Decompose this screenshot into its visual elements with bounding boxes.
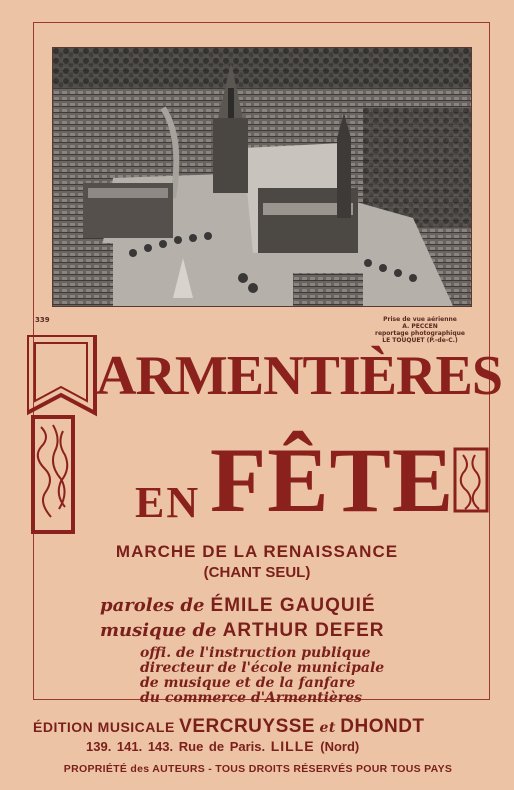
publisher-et: et (319, 720, 336, 736)
photo-credit-line: A. PECCEN (402, 323, 438, 330)
photo-credit (355, 316, 485, 344)
photo-credit-line: LE TOUQUET (P.-de-C.) (382, 337, 458, 344)
bio-line: directeur de l'école municipale (140, 660, 385, 676)
address-street: 139. 141. 143. Rue de Paris. (86, 739, 266, 754)
decorative-wood-panel-right (453, 447, 489, 513)
photo-credit-line: reportage photographique (374, 330, 465, 337)
chant-seul: (CHANT SEUL) (203, 564, 311, 581)
lyrics-label: paroles de (100, 595, 205, 616)
aerial-photo (52, 47, 472, 307)
publisher-name-1: VERCRUYSSE (179, 716, 316, 737)
bio-line: de musique et de la fanfare (140, 675, 356, 691)
publisher-prefix: ÉDITION MUSICALE (33, 719, 175, 735)
composer-name: ARTHUR DEFER (222, 620, 385, 641)
plate-number: 339 (35, 316, 50, 324)
decorative-wood-panel-left (27, 335, 97, 535)
lyricist-name: ÉMILE GAUQUIÉ (210, 595, 376, 616)
music-label: musique de (100, 620, 217, 641)
address-city: LILLE (270, 738, 315, 754)
lyrics-credit (100, 594, 376, 617)
composer-bio (140, 646, 440, 706)
title-armentieres: ARMENTIÈRES (96, 345, 502, 407)
publisher-name-2: DHONDT (340, 716, 425, 737)
bio-line: du commerce d'Armentières (140, 690, 362, 706)
publisher-address (86, 738, 359, 754)
photo-credit-line: Prise de vue aérienne (383, 316, 457, 323)
publisher (33, 716, 493, 738)
title-en: EN (135, 478, 201, 527)
subtitle: MARCHE DE LA RENAISSANCE (115, 542, 399, 561)
title-fete: FÊTE (210, 429, 455, 531)
rights-notice: PROPRIÉTÉ des AUTEURS - TOUS DROITS RÉSERVÉS POUR TOUS PAYS (63, 763, 453, 775)
music-credit (100, 619, 384, 642)
address-region: (Nord) (320, 739, 360, 754)
bio-line: offi. de l'instruction publique (140, 645, 371, 661)
